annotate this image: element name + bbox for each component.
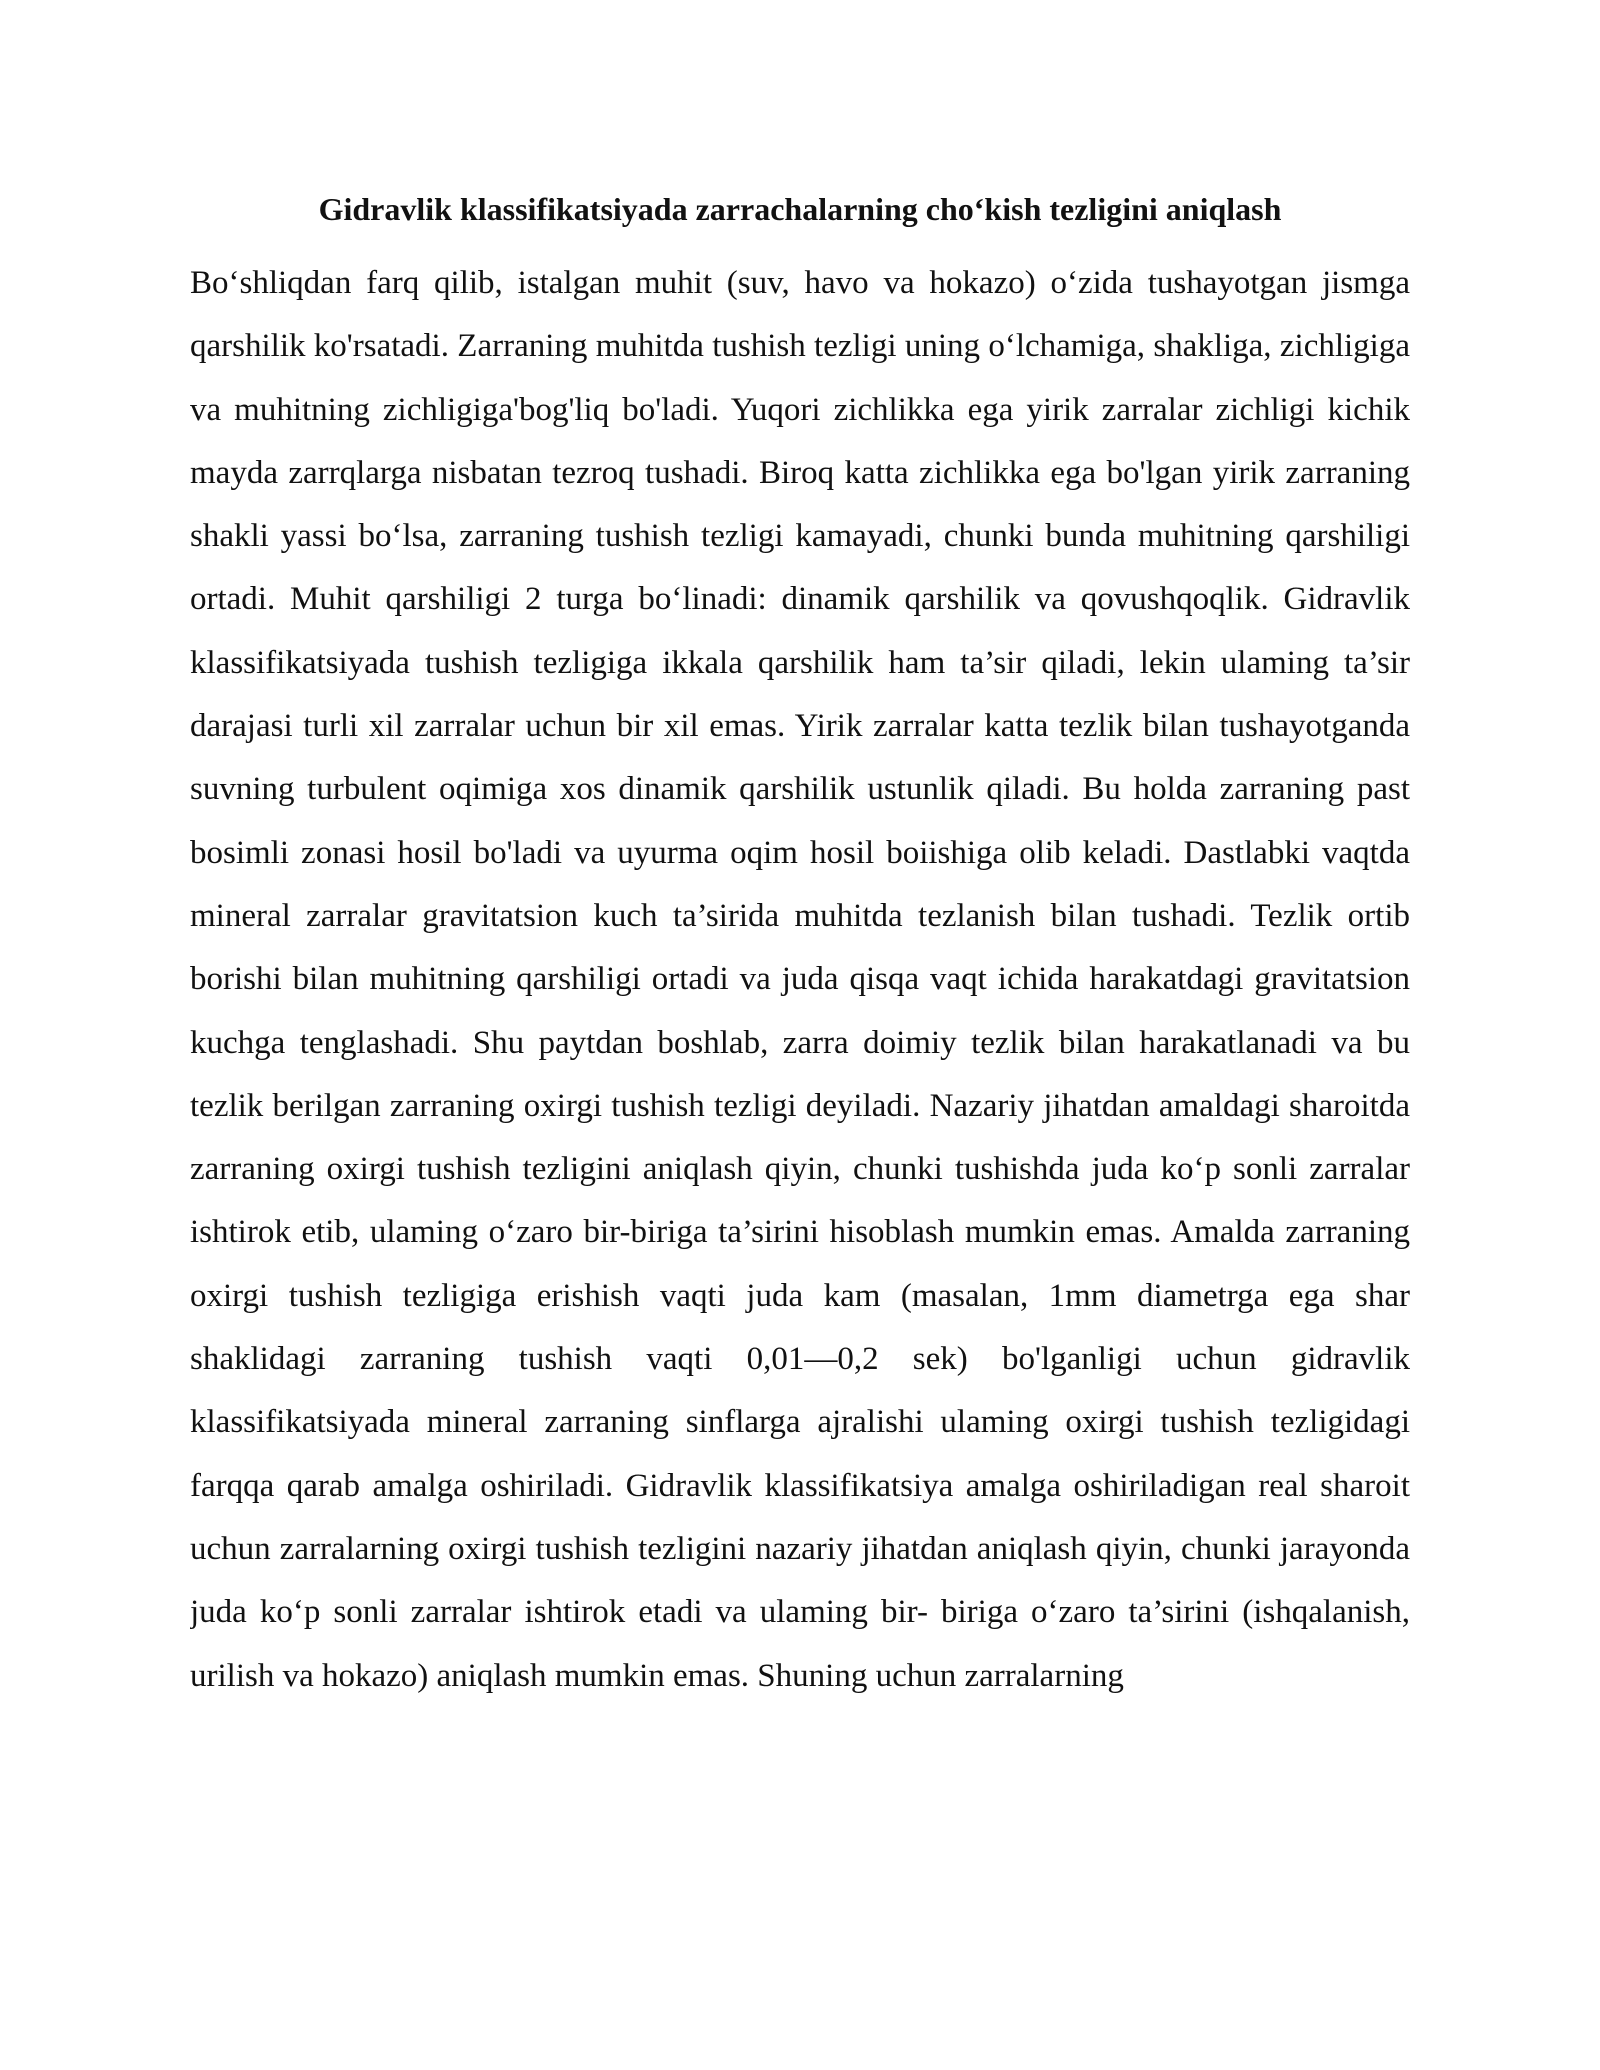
body-paragraph: Bo‘shliqdan farq qilib, istalgan muhit (suv, havo va hokazo) o‘zida tushayotgan jismga qarshilik ko'rsatadi. Zarraning muhitda tushish tezligi uning o‘lchamiga, shakliga, zichligiga va muhitning zichligiga'bog'liq bo'ladi. Yuqori zichlikka ega yirik zarralar zichligi kichik mayda zarrqlarga nisbatan tezroq tushadi. Biroq katta zichlikka ega bo'lgan yirik zarraning shakli yassi bo‘lsa, zarraning tushish tezligi kamayadi, chunki bunda muhitning qarshiligi ortadi. Muhit qarshiligi 2 turga bo‘linadi: dinamik qarshilik va qovushqoqlik. Gidravlik klassifikatsiyada tushish tezligiga ikkala qarshilik ham ta’sir qiladi, lekin ulaming ta’sir darajasi turli xil zarralar uchun bir xil emas. Yirik zarralar katta tezlik bilan tushayotganda suvning turbulent oqimiga xos dinamik qarshilik ustunlik qiladi. Bu holda zarraning past bosimli zonasi hosil bo'ladi va uyurma oqim hosil boiishiga olib keladi. Dastlabki vaqtda mineral zarralar gravitatsion kuch ta’sirida muhitda tezlanish bilan tushadi. Tezlik ortib borishi bilan muhitning qarshiligi ortadi va juda qisqa vaqt ichida harakatdagi gravitatsion kuchga tenglashadi. Shu paytdan boshlab, zarra doimiy tezlik bilan harakatlanadi va bu tezlik berilgan zarraning oxirgi tushish tezligi deyiladi. Nazariy jihatdan amaldagi sharoitda zarraning oxirgi tushish tezligini aniqlash qiyin, chunki tushishda juda ko‘p sonli zarralar ishtirok etib, ulaming o‘zaro bir-biriga ta’sirini hisoblash mumkin emas. Amalda zarraning oxirgi tushish tezligiga erishish vaqti juda kam (masalan, 1mm diametrga ega shar shaklidagi zarraning tushish vaqti 0,01—0,2 sek) bo'lganligi uchun gidravlik klassifikatsiyada mineral zarraning sinflarga ajralishi ulaming oxirgi tushish tezligidagi farqqa qarab amalga oshiriladi. Gidravlik klassifikatsiya amalga oshiriladigan real sharoit uchun zarralarning oxirgi tushish tezligini nazariy jihatdan aniqlash qiyin, chunki jarayonda juda ko‘p sonli zarralar ishtirok etadi va ulaming bir- biriga o‘zaro ta’sirini (ishqalanish, urilish va hokazo) aniqlash mumkin emas. Shuning uchun zarralarning — [190, 265, 1410, 1694]
document-page — [190, 186, 1410, 1886]
document-title: Gidravlik klassifikatsiyada zarrachalarning cho‘kish tezligini aniqlash — [318, 191, 1282, 227]
